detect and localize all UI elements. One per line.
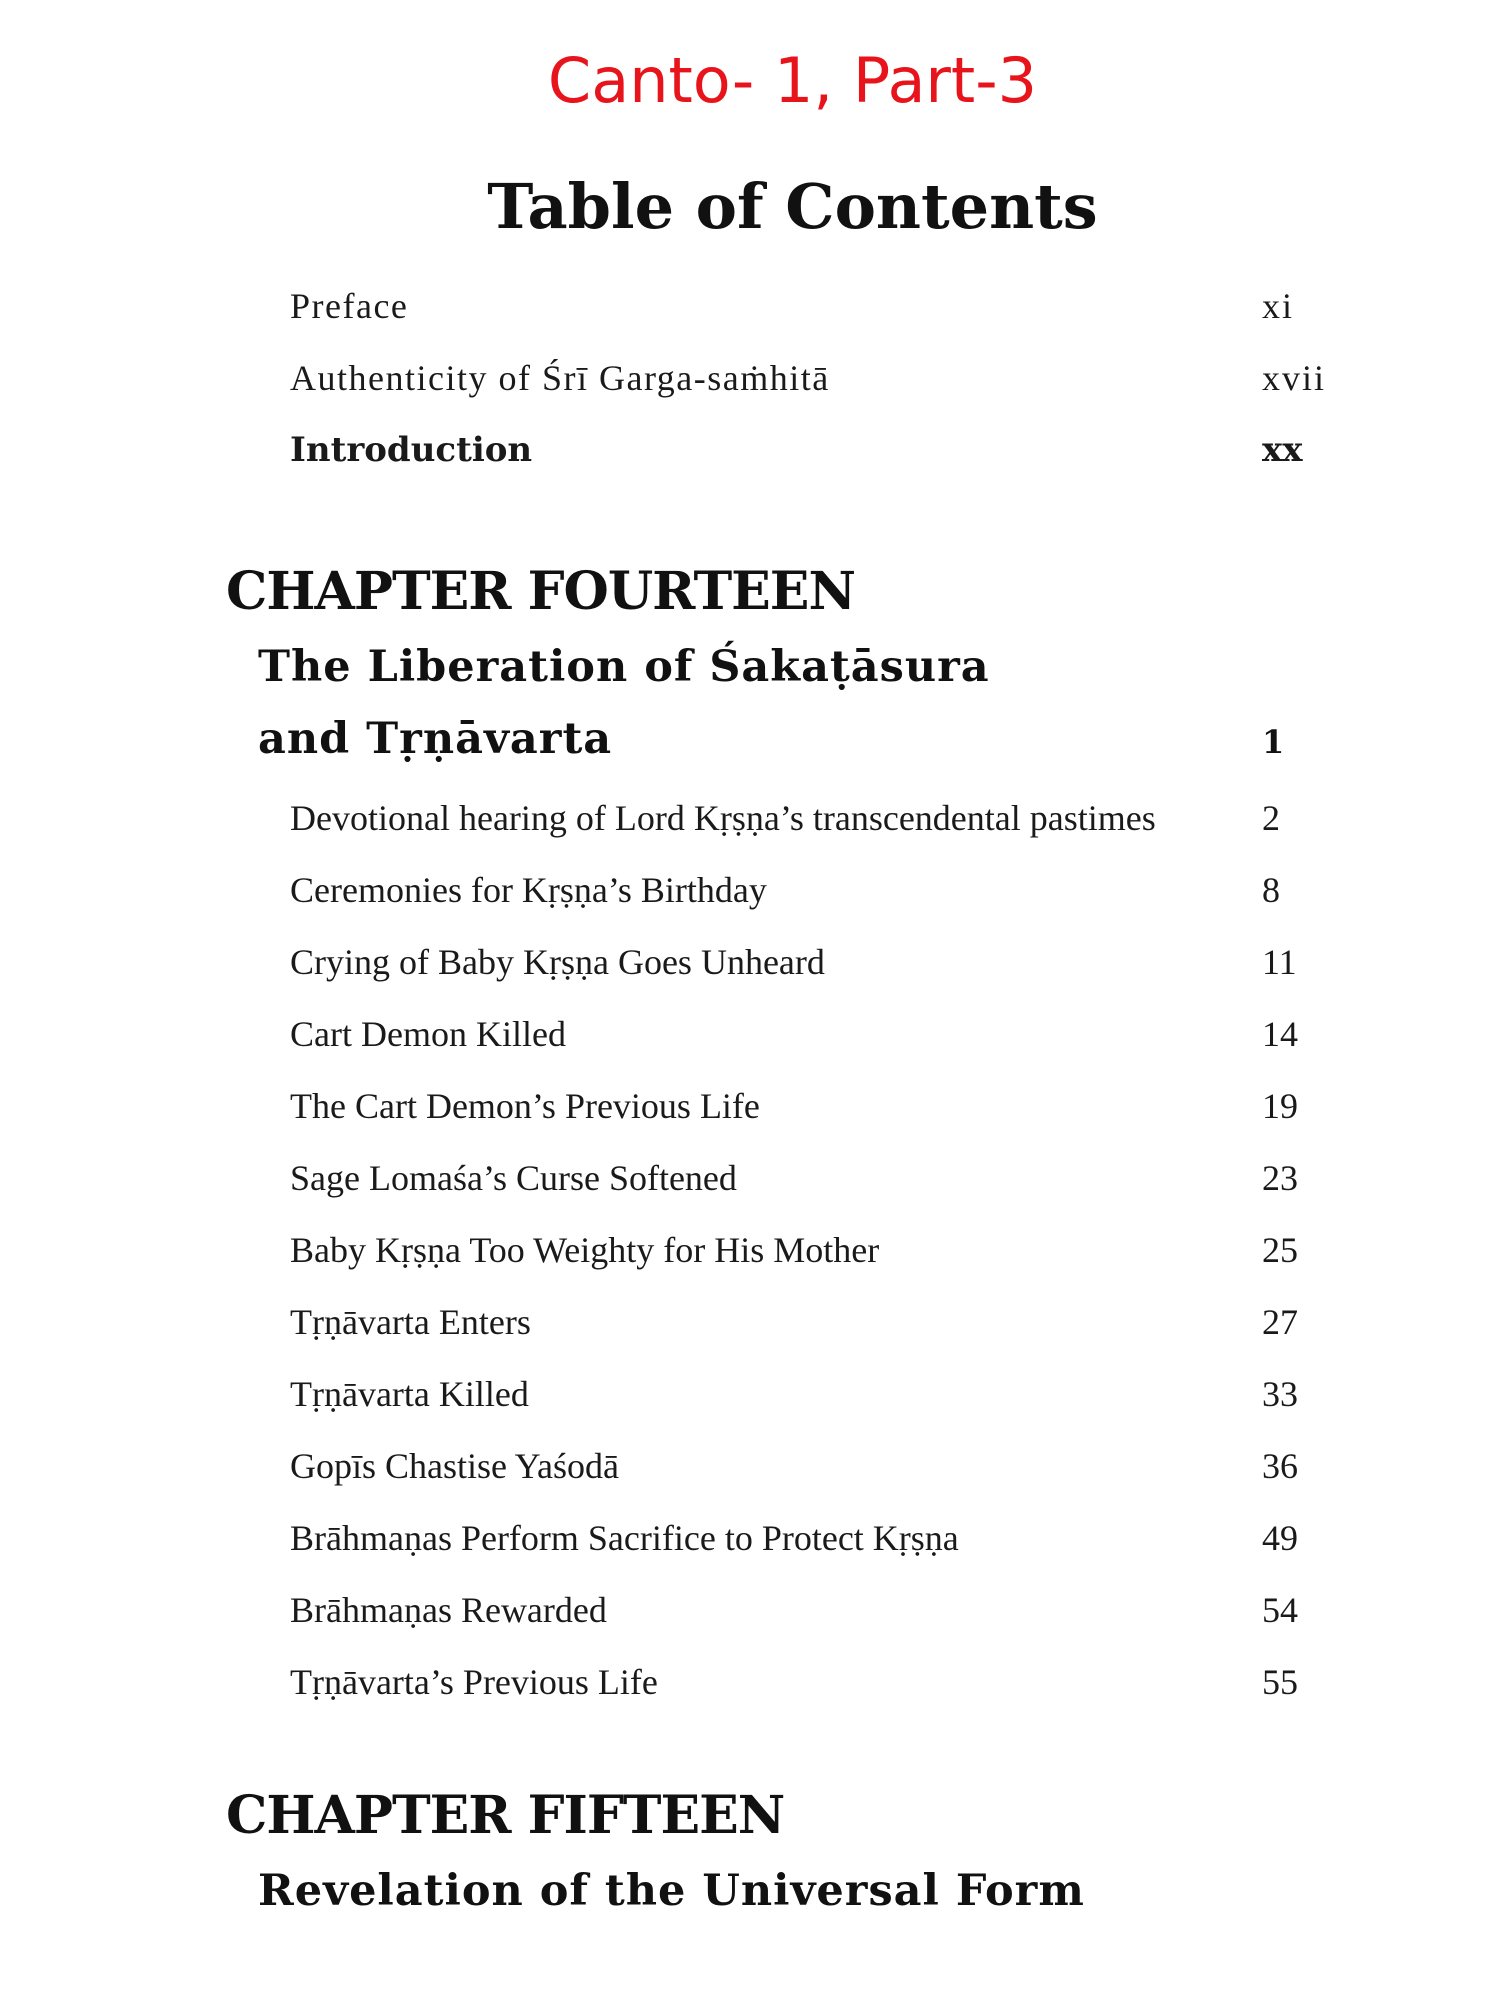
toc-entry-label: Devotional hearing of Lord Kṛṣṇa’s transcendental pastimes [290,798,1156,838]
toc-entry[interactable] [0,860,1500,920]
toc-entry[interactable] [0,1076,1500,1136]
toc-entry-page: 8 [1262,870,1280,910]
toc-entry-label: Authenticity of Śrī Garga-saṁhitā [290,358,830,398]
toc-entry[interactable] [0,1652,1500,1712]
toc-entry-label: Ceremonies for Kṛṣṇa’s Birthday [290,870,767,910]
toc-entry[interactable] [0,1364,1500,1424]
toc-entry-page: 25 [1262,1230,1298,1270]
toc-entry-label: Tṛṇāvarta Enters [290,1302,531,1342]
toc-entry-page: xx [1262,430,1303,470]
toc-entry-label: Tṛṇāvarta’s Previous Life [290,1662,658,1702]
toc-entry-page: 14 [1262,1014,1298,1054]
toc-entry-page: 55 [1262,1662,1298,1702]
toc-entry-label: Cart Demon Killed [290,1014,566,1054]
toc-entry[interactable] [0,1148,1500,1208]
toc-entry[interactable] [0,1580,1500,1640]
toc-entry-introduction[interactable] [0,420,1500,480]
toc-entry[interactable] [0,788,1500,848]
chapter-14-heading: CHAPTER FOURTEEN [226,561,855,622]
chapter-14-title-line2[interactable]: and Tṛṇāvarta [258,714,613,764]
toc-entry-page: xi [1262,286,1295,326]
chapter-15-title[interactable]: Revelation of the Universal Form [258,1866,1085,1916]
toc-entry[interactable] [0,1220,1500,1280]
toc-entry-page: 54 [1262,1590,1298,1630]
toc-entry-label: Gopīs Chastise Yaśodā [290,1446,620,1486]
toc-entry-label: Introduction [290,430,533,470]
toc-entry[interactable] [0,932,1500,992]
toc-entry-label: Crying of Baby Kṛṣṇa Goes Unheard [290,942,825,982]
toc-entry-page: 2 [1262,798,1280,838]
toc-entry-preface[interactable] [0,276,1500,336]
canto-label: Canto- 1, Part-3 [547,44,1038,117]
toc-entry-authenticity[interactable] [0,348,1500,408]
toc-entry[interactable] [0,1004,1500,1064]
chapter-15-heading: CHAPTER FIFTEEN [226,1785,785,1846]
toc-entry-label: Sage Lomaśa’s Curse Softened [290,1158,737,1198]
toc-entry[interactable] [0,1436,1500,1496]
toc-entry-label: Brāhmaṇas Perform Sacrifice to Protect Kṛṣṇa [290,1518,959,1558]
toc-entry-page: 11 [1262,942,1297,982]
toc-entry[interactable] [0,1508,1500,1568]
toc-entry[interactable] [0,1292,1500,1352]
toc-entry-page: 27 [1262,1302,1298,1342]
page-title: Table of Contents [487,170,1098,243]
chapter-14-page: 1 [1262,723,1285,761]
toc-entry-label: Brāhmaṇas Rewarded [290,1590,607,1630]
toc-entry-label: Preface [290,286,409,326]
toc-entry-page: 33 [1262,1374,1298,1414]
toc-entry-page: 36 [1262,1446,1298,1486]
toc-entry-label: The Cart Demon’s Previous Life [290,1086,760,1126]
toc-entry-page: xvii [1262,358,1327,398]
toc-entry-label: Baby Kṛṣṇa Too Weighty for His Mother [290,1230,880,1270]
toc-entry-label: Tṛṇāvarta Killed [290,1374,529,1414]
toc-entry-page: 23 [1262,1158,1298,1198]
toc-entry-page: 19 [1262,1086,1298,1126]
chapter-14-title-line1[interactable]: The Liberation of Śakaṭāsura [258,642,990,692]
toc-entry-page: 49 [1262,1518,1298,1558]
